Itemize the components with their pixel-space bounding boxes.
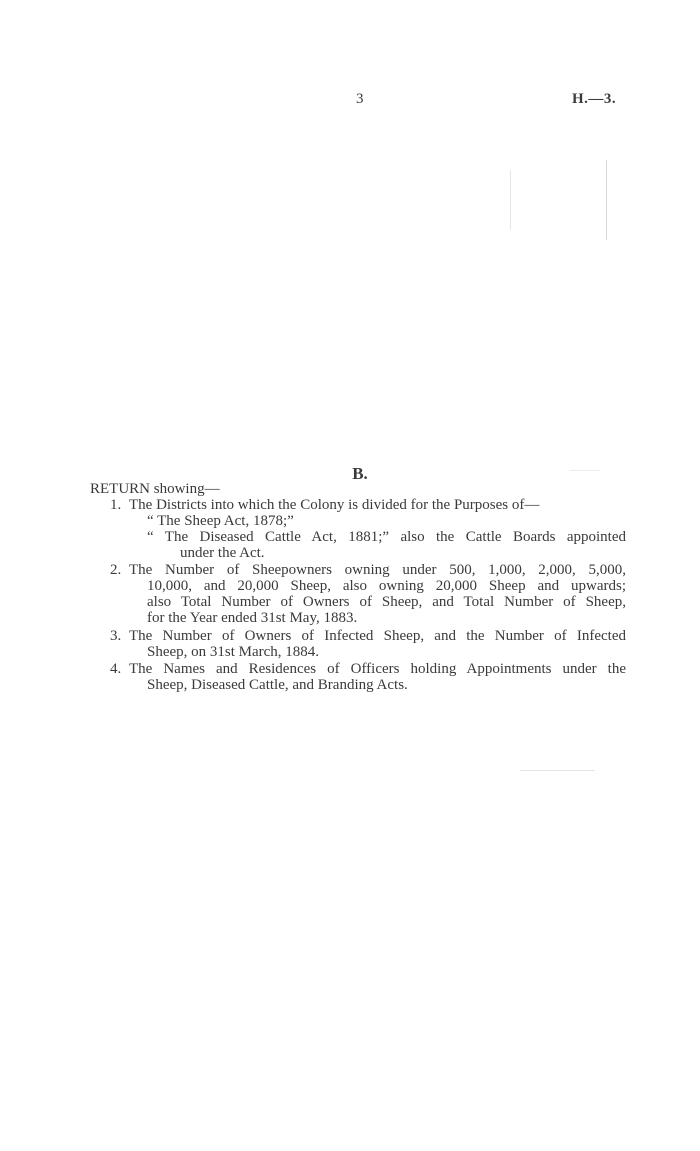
item-number: 4. [110, 661, 122, 677]
section-letter: B. [352, 464, 368, 483]
scan-artifact [606, 160, 607, 240]
item-sub-line: “ The Diseased Cattle Act, 1881;” also the Cattle Boards appointed [147, 529, 626, 545]
item-number: 1. [110, 497, 122, 513]
return-heading: RETURN showing— [90, 481, 220, 497]
item-line: 10,000, and 20,000 Sheep, also owning 20,000 Sheep and upwards; [147, 578, 626, 594]
return-item-2 [110, 562, 626, 626]
scan-artifact [570, 470, 600, 471]
item-line: The Names and Residences of Officers holding Appointments under the [129, 661, 626, 677]
return-item-4 [110, 661, 626, 693]
item-line: for the Year ended 31st May, 1883. [147, 610, 358, 626]
document-reference: H.—3. [572, 91, 617, 107]
item-line: Sheep, Diseased Cattle, and Branding Acts. [147, 677, 408, 693]
return-item-3 [110, 628, 626, 660]
return-item-1 [110, 497, 626, 561]
item-sub-line: “ The Sheep Act, 1878;” [147, 513, 294, 529]
item-line: The Number of Sheepowners owning under 500, 1,000, 2,000, 5,000, [129, 562, 626, 578]
item-sub-line: under the Act. [180, 545, 265, 561]
item-line: Sheep, on 31st March, 1884. [147, 644, 320, 660]
item-line: The Number of Owners of Infected Sheep, and the Number of Infected [129, 628, 626, 644]
page-number: 3 [356, 91, 364, 107]
item-number: 2. [110, 562, 122, 578]
scan-artifact [510, 170, 511, 230]
item-line: The Districts into which the Colony is divided for the Purposes of— [129, 497, 540, 513]
item-number: 3. [110, 628, 122, 644]
scan-artifact [520, 770, 595, 771]
item-line: also Total Number of Owners of Sheep, and Total Number of Sheep, [147, 594, 626, 610]
